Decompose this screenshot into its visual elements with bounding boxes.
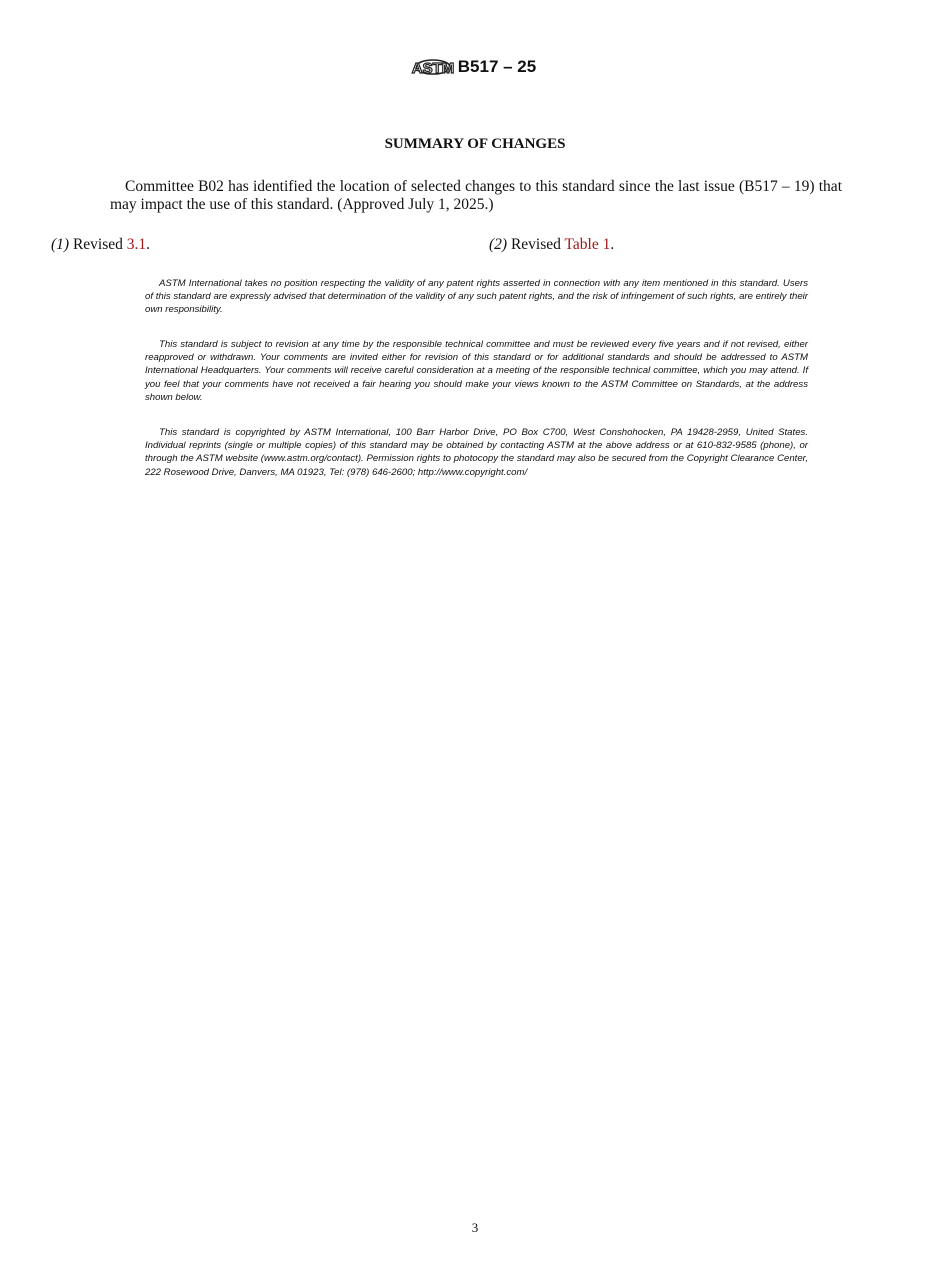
patent-notice: ASTM International takes no position respecting the validity of any patent rights asserted in connection with any item mentioned in this standard. Users of this standard are expressly advised that determination of the validity of any such patent rights, and the risk of infringement of such rights, are entirely their own responsibility. (145, 278, 808, 316)
change-item (489, 236, 614, 254)
page-number: 3 (471, 1220, 479, 1235)
summary-title: SUMMARY OF CHANGES (384, 136, 566, 152)
svg-text:ASTM: ASTM (411, 60, 455, 77)
item-end: . (610, 236, 615, 253)
standard-designation: B517 – 25 (457, 57, 537, 76)
change-item (51, 236, 150, 254)
revision-notice: This standard is subject to revision at any time by the responsible technical committee and must be reviewed every five years and if not revised, either reapproved or withdrawn. Your comments are invited either for revision of this standard or for additional standards and should be addressed to ASTM International Headquarters. Your comments will receive careful consideration at a meeting of the responsible technical committee, which you may attend. If you feel that your comments have not received a fair hearing you should make your views known to the ASTM Committee on Standards, at the address shown below. (145, 339, 808, 403)
astm-logo-icon (411, 52, 455, 82)
table-link[interactable]: Table 1 (564, 236, 611, 253)
item-text: Revised (510, 236, 561, 253)
section-link[interactable]: 3.1 (126, 236, 147, 253)
item-number: (2) (489, 236, 508, 253)
item-text: Revised (72, 236, 123, 253)
page-header (0, 52, 950, 82)
copyright-notice: This standard is copyrighted by ASTM International, 100 Barr Harbor Drive, PO Box C700, West Conshohocken, PA 19428-2959, United States. Individual reprints (single or multiple copies) of this standard may be obtained by contacting ASTM at the above address or at 610-832-9585 (phone), or through the ASTM website (www.astm.org/contact). Permission rights to photocopy the standard may also be secured from the Copyright Clearance Center, 222 Rosewood Drive, Danvers, MA 01923, Tel: (978) 646-2600; http://www.copyright.com/ (145, 427, 808, 478)
summary-intro: Committee B02 has identified the location of selected changes to this standard since the last issue (B517 – 19) that may impact the use of this standard. (Approved July 1, 2025.) (110, 178, 842, 213)
item-end: . (146, 236, 151, 253)
item-number: (1) (51, 236, 70, 253)
